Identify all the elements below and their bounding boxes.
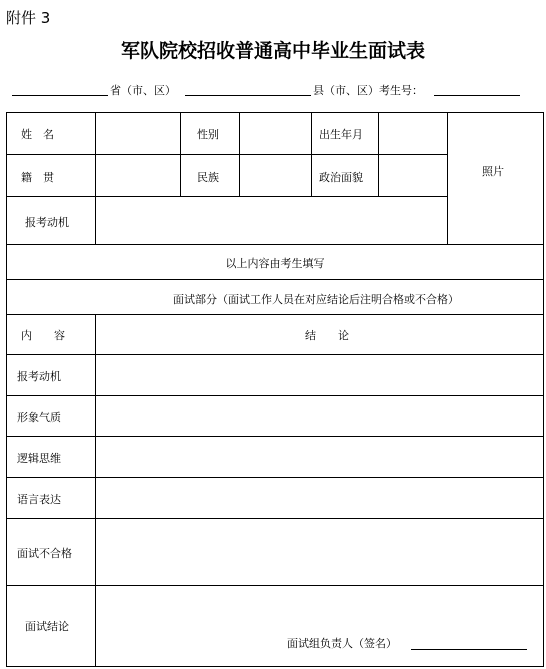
final-conclusion-label: 面试结论 xyxy=(25,620,69,633)
province-blank[interactable] xyxy=(12,95,108,96)
content-header: 内 容 xyxy=(21,329,65,342)
interview-form xyxy=(6,112,544,667)
name-label: 姓 名 xyxy=(21,128,54,141)
signature-blank[interactable] xyxy=(411,649,527,650)
candidate-fill-note: 以上内容由考生填写 xyxy=(225,257,325,270)
attachment-label: 附件 3 xyxy=(6,9,51,27)
interview-section-note: 面试部分（面试工作人员在对应结论后注明合格或不合格） xyxy=(173,293,459,306)
candidate-number-blank[interactable] xyxy=(434,95,520,96)
motivation-label: 报考动机 xyxy=(25,216,69,229)
page-title: 军队院校招收普通高中毕业生面试表 xyxy=(120,40,425,62)
item-appearance: 形象气质 xyxy=(17,411,61,424)
conclusion-header: 结 论 xyxy=(305,329,349,342)
item-disqualified: 面试不合格 xyxy=(17,547,72,560)
item-motivation: 报考动机 xyxy=(17,370,61,383)
ethnicity-label: 民族 xyxy=(197,171,219,184)
county-label: 县（市、区）考生号： xyxy=(313,84,423,97)
item-language: 语言表达 xyxy=(17,493,61,506)
political-status-label: 政治面貌 xyxy=(319,171,363,184)
birth-label: 出生年月 xyxy=(319,128,363,141)
photo-label: 照片 xyxy=(482,165,504,178)
native-place-label: 籍 贯 xyxy=(21,171,54,184)
gender-label: 性别 xyxy=(197,128,219,141)
province-label: 省（市、区） xyxy=(110,84,176,97)
item-logic: 逻辑思维 xyxy=(17,452,61,465)
county-blank[interactable] xyxy=(185,95,311,96)
signer-label: 面试组负责人（签名） xyxy=(287,637,397,650)
